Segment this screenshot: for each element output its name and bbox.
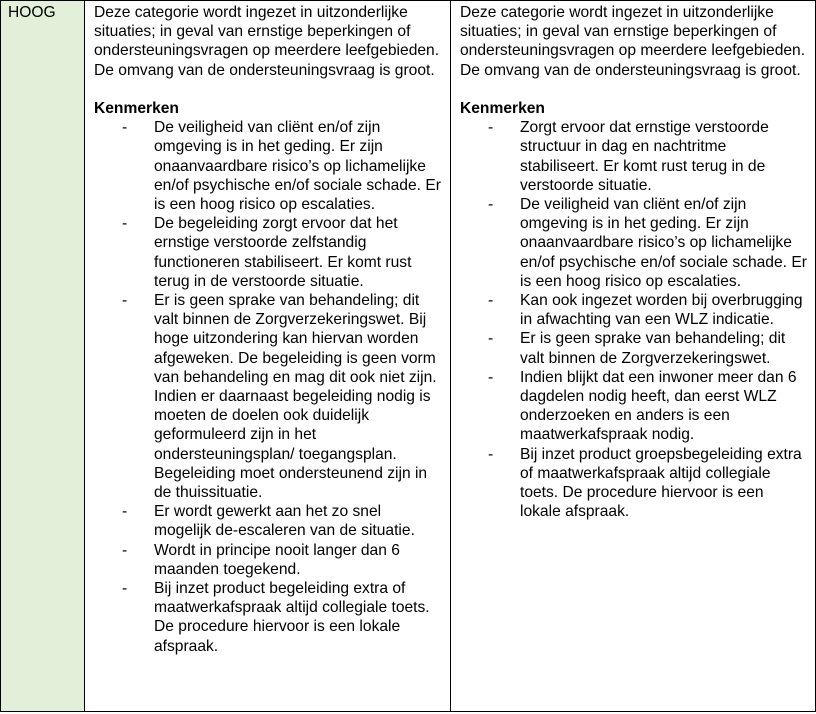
list-item: - De begeleiding zorgt ervoor dat het ernstige verstoorde zelfstandig functioneren stabiliseert. Er komt rust terug in de verstoorde situatie. [122, 215, 412, 290]
table-row [1, 1, 816, 712]
list-item: - Er is geen sprake van behandeling; dit valt binnen de Zorgverzekeringswet. Bij hoge uitzondering kan hiervan worden afgeweken. De begeleiding is geen vorm van behandeling en mag dit ook niet zijn. Indien er daarnaast begeleiding nodig is moeten de doelen ook duidelijk geformuleerd zijn in het ondersteuningsplan/ toegangsplan. Begeleiding moet ondersteunend zijn in de thuissituatie. [122, 292, 437, 502]
column-cell-1 [85, 1, 451, 712]
level-label: HOOG [8, 4, 56, 21]
list-item: - Wordt in principe nooit langer dan 6 maanden toegekend. [122, 541, 400, 578]
column-2-intro: Deze categorie wordt ingezet in uitzonderlijke situaties; in geval van ernstige beperkingen of ondersteuningsvragen op meerdere leefgebieden. De omvang van de ondersteuningsvraag is groot. [460, 4, 806, 79]
list-item: - De veiligheid van cliënt en/of zijn omgeving is in het geding. Er zijn onaanvaardbare risico’s op lichamelijke en/of psychische en/of sociale schade. Er is een hoog risico op escalaties. [122, 119, 441, 214]
list-item: - Kan ook ingezet worden bij overbrugging in afwachting van een WLZ indicatie. [488, 292, 803, 329]
column-cell-2 [451, 1, 816, 712]
column-2-heading: Kenmerken [460, 100, 545, 117]
column-1-heading: Kenmerken [94, 100, 179, 117]
list-item: - Bij inzet product groepsbegeleiding extra of maatwerkafspraak altijd collegiale toets. De procedure hiervoor is een lokale afspraak. [488, 445, 802, 521]
level-cell [1, 1, 85, 712]
list-item: - De veiligheid van cliënt en/of zijn omgeving is in het geding. Er zijn onaanvaardbare risico’s op lichamelijke en/of psychische en/of sociale schade. Er is een hoog risico op escalaties. [488, 196, 807, 290]
list-item: - Er is geen sprake van behandeling; dit valt binnen de Zorgverzekeringswet. [488, 330, 786, 367]
column-2-list [460, 118, 807, 521]
column-1-intro: Deze categorie wordt ingezet in uitzonderlijke situaties; in geval van ernstige beperkingen of ondersteuningsvragen op meerdere leefgebieden. De omvang van de ondersteuningsvraag is groot. [94, 4, 440, 79]
list-item: - Bij inzet product begeleiding extra of maatwerkafspraak altijd collegiale toets. De procedure hiervoor is een lokale afspraak. [122, 580, 430, 655]
column-1-list [94, 118, 442, 656]
list-item: - Er wordt gewerkt aan het zo snel mogelijk de-escaleren van de situatie. [122, 503, 415, 540]
list-item: - Indien blijkt dat een inwoner meer dan 6 dagdelen nodig heeft, dan eerst WLZ onderzoeken en anders is een maatwerkafspraak nodig. [488, 368, 797, 444]
list-item: - Zorgt ervoor dat ernstige verstoorde structuur in dag en nachtritme stabiliseert. Er komt rust terug in de verstoorde situatie. [488, 119, 769, 194]
